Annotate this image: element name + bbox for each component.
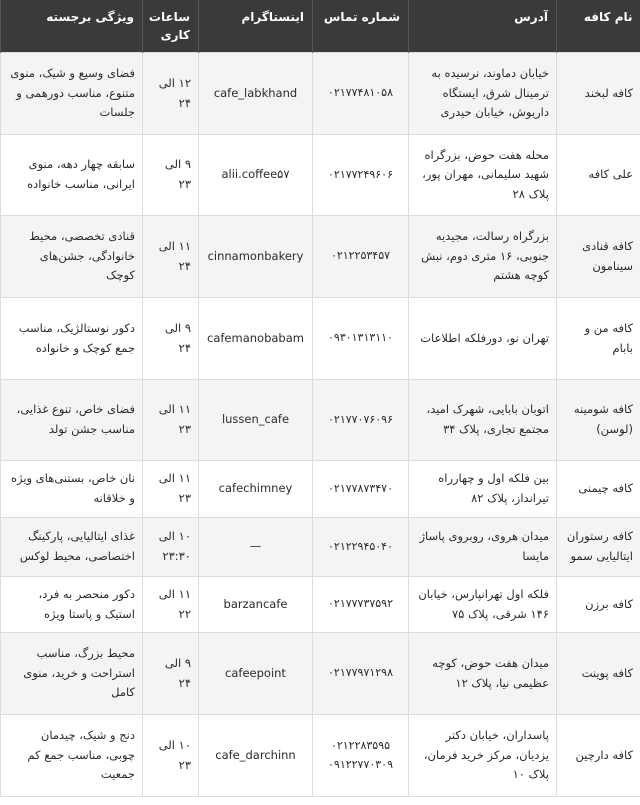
cafe-phone: ۰۲۱۲۲۹۴۵۰۴۰ [313, 518, 409, 577]
cafe-hours: ۱۱ الی ۲۲ [143, 577, 199, 633]
cafe-address: میدان هفت حوض، کوچه عظیمی نیا، پلاک ۱۲ [409, 633, 557, 715]
table-row [1, 715, 640, 797]
cafe-features: غذای ایتالیایی، پارکینگ اختصاصی، محیط لوکس [1, 518, 143, 577]
cafe-address: میدان هروی، روبروی پاساژ مایسا [409, 518, 557, 577]
table-header-row [1, 0, 640, 53]
cafe-name: کافه چیمنی [557, 461, 640, 518]
cafe-address: تهران نو، دورفلکه اطلاعات [409, 298, 557, 380]
cafe-name: کافه شومینه (لوسن) [557, 380, 640, 461]
cafe-instagram: cafe_labkhand [199, 53, 313, 135]
cafe-instagram: cafeepoint [199, 633, 313, 715]
cafe-features: محیط بزرگ، مناسب استراحت و خرید، منوی کامل [1, 633, 143, 715]
cafe-address: فلکه اول تهرانپارس، خیابان ۱۴۶ شرقی، پلاک ۷۵ [409, 577, 557, 633]
cafe-instagram: alii.coffee۵۷ [199, 135, 313, 216]
cafe-features: سابقه چهار دهه، منوی ایرانی، مناسب خانواده [1, 135, 143, 216]
cafe-features: فضای خاص، تنوع غذایی، مناسب جشن تولد [1, 380, 143, 461]
cafe-address: پاسداران، خیابان دکتر یزدیان، مرکز خرید فرمان، پلاک ۱۰ [409, 715, 557, 797]
cafe-hours: ۱۰ الی ۲۳ [143, 715, 199, 797]
cafe-name: کافه رستوران ایتالیایی سمو [557, 518, 640, 577]
table-row [1, 633, 640, 715]
cafe-instagram: lussen_cafe [199, 380, 313, 461]
cafe-hours: ۱۰ الی ۲۳:۳۰ [143, 518, 199, 577]
table-row [1, 577, 640, 633]
cafe-features: نان خاص، بستنی‌های ویژه و خلاقانه [1, 461, 143, 518]
cafe-instagram: cinnamonbakery [199, 216, 313, 298]
cafe-address: اتوبان بابایی، شهرک امید، مجتمع تجاری، پلاک ۳۴ [409, 380, 557, 461]
cafe-phone: ۰۲۱۷۷۷۳۷۵۹۲ [313, 577, 409, 633]
table-row [1, 216, 640, 298]
table-row [1, 135, 640, 216]
header-instagram: اینستاگرام [199, 0, 313, 53]
header-phone: شماره تماس [313, 0, 409, 53]
table-row [1, 518, 640, 577]
cafe-phone: ۰۲۱۷۷۸۷۳۴۷۰ [313, 461, 409, 518]
cafe-address: خیابان دماوند، نرسیده به ترمینال شرق، ایستگاه داریوش، خیابان حیدری [409, 53, 557, 135]
header-name: نام کافه [557, 0, 640, 53]
cafe-instagram: barzancafe [199, 577, 313, 633]
table-row [1, 461, 640, 518]
cafe-address: بین فلکه اول و چهارراه تیرانداز، پلاک ۸۲ [409, 461, 557, 518]
cafe-features: دنج و شیک، چیدمان چوبی، مناسب جمع کم جمعیت [1, 715, 143, 797]
cafe-instagram: — [199, 518, 313, 577]
cafe-phone: ۰۲۱۷۷۴۸۱۰۵۸ [313, 53, 409, 135]
header-address: آدرس [409, 0, 557, 53]
cafe-name: کافه برزن [557, 577, 640, 633]
cafe-hours: ۹ الی ۲۳ [143, 135, 199, 216]
cafe-name: علی کافه [557, 135, 640, 216]
cafe-name: کافه من و بابام [557, 298, 640, 380]
cafe-name: کافه پوینت [557, 633, 640, 715]
cafe-instagram: cafemanobabam [199, 298, 313, 380]
cafe-features: قنادی تخصصی، محیط خانوادگی، جشن‌های کوچک [1, 216, 143, 298]
cafe-phone: ۰۲۱۲۲۵۳۴۵۷ [313, 216, 409, 298]
cafe-address: بزرگراه رسالت، مجیدیه جنوبی، ۱۶ متری دوم، نبش کوچه هشتم [409, 216, 557, 298]
table-row [1, 53, 640, 135]
cafe-hours: ۱۱ الی ۲۴ [143, 216, 199, 298]
cafe-hours: ۱۱ الی ۲۳ [143, 461, 199, 518]
cafe-phone: ۰۲۱۷۷۲۴۹۶۰۶ [313, 135, 409, 216]
cafe-instagram: cafechimney [199, 461, 313, 518]
header-features: ویژگی برجسته [1, 0, 143, 53]
cafe-features: دکور منحصر به فرد، استیک و پاستا ویژه [1, 577, 143, 633]
cafe-instagram: cafe_darchinn [199, 715, 313, 797]
table-row [1, 298, 640, 380]
table-row [1, 380, 640, 461]
cafe-name: کافه قنادی سینامون [557, 216, 640, 298]
cafe-hours: ۹ الی ۲۴ [143, 633, 199, 715]
cafe-name: کافه دارچین [557, 715, 640, 797]
cafe-hours: ۹ الی ۲۴ [143, 298, 199, 380]
cafe-phone: ۰۲۱۲۲۸۳۵۹۵ ۰۹۱۲۲۷۷۰۳۰۹ [313, 715, 409, 797]
cafe-name: کافه لبخند [557, 53, 640, 135]
cafe-phone: ۰۲۱۷۷۰۷۶۰۹۶ [313, 380, 409, 461]
cafe-features: فضای وسیع و شیک، منوی متنوع، مناسب دورهمی و جلسات [1, 53, 143, 135]
cafe-features: دکور نوستالژیک، مناسب جمع کوچک و خانواده [1, 298, 143, 380]
cafe-phone: ۰۹۳۰۱۳۱۳۱۱۰ [313, 298, 409, 380]
cafe-hours: ۱۱ الی ۲۳ [143, 380, 199, 461]
header-hours: ساعات کاری [143, 0, 199, 53]
cafe-address: محله هفت حوض، بزرگراه شهید سلیمانی، مهران پور، پلاک ۲۸ [409, 135, 557, 216]
cafe-phone: ۰۲۱۷۷۹۷۱۲۹۸ [313, 633, 409, 715]
cafe-hours: ۱۲ الی ۲۴ [143, 53, 199, 135]
